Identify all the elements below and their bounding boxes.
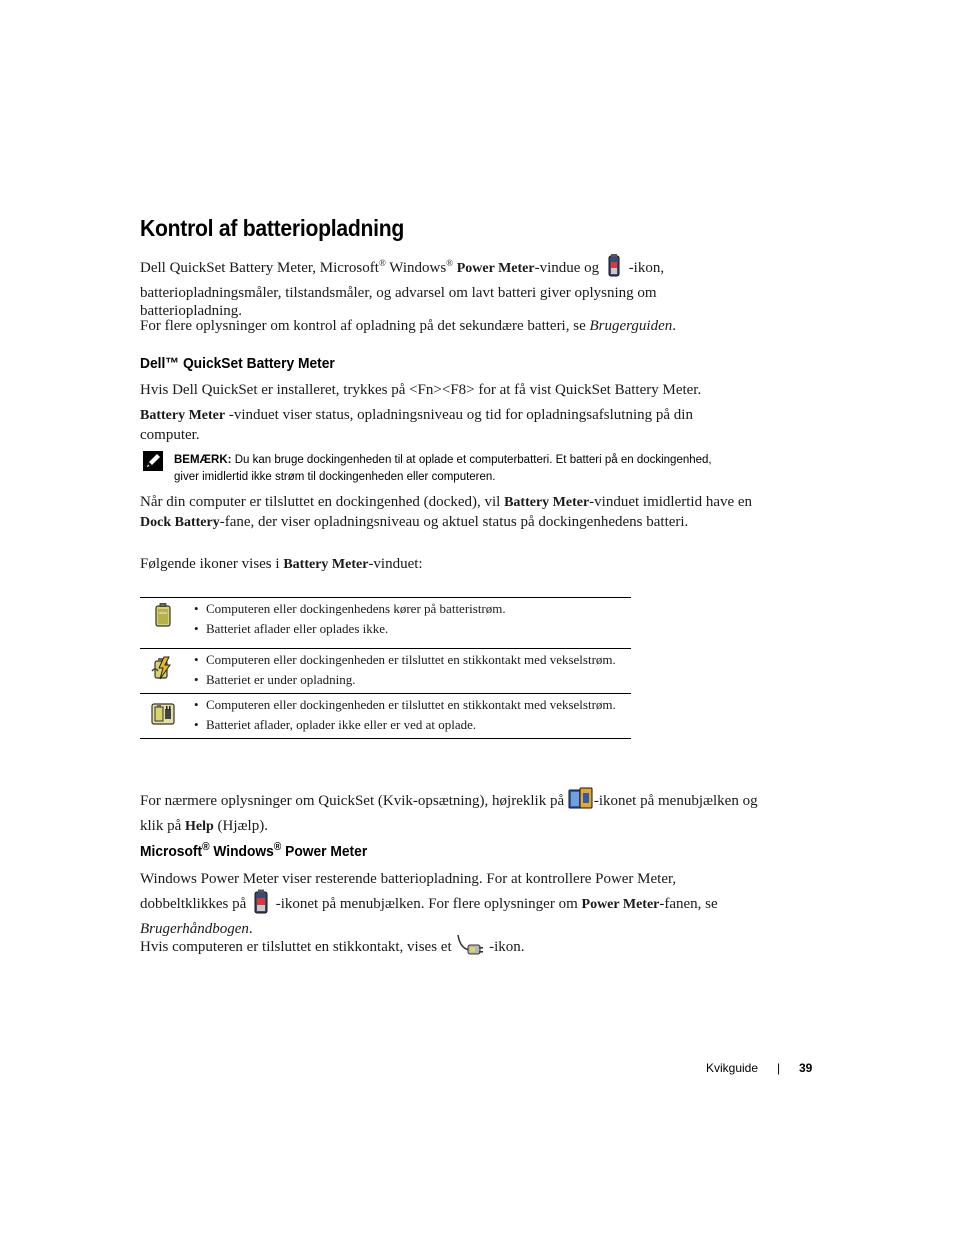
section-heading-quickset: Dell™ QuickSet Battery Meter — [140, 355, 335, 372]
section-heading-windows-power-meter: Microsoft® Windows® Power Meter — [140, 841, 368, 860]
table-row — [140, 694, 631, 739]
list-item: • Computeren eller dockingenheden er tilsluttet en stikkontakt med vekselstrøm. — [140, 651, 631, 668]
page-number: 39 — [799, 1061, 813, 1075]
power-meter-tray-icon — [250, 889, 272, 921]
note-label: BEMÆRK: — [174, 454, 232, 466]
table-row — [140, 649, 631, 694]
power-meter-paragraph-1: Windows Power Meter viser resterende batteriopladning. For at kontrollere Power Meter, dobbeltklikkes på -ikonet på menubjælken. For flere oplysninger om Power Meter-fanen, se Brugerhåndbogen. — [140, 871, 718, 937]
quickset-paragraph-2: Battery Meter -vinduet viser status, opladningsniveau og tid for opladningsafslutning på din computer. — [140, 407, 693, 443]
note-box — [174, 452, 714, 486]
ac-plug-icon — [455, 932, 485, 964]
power-meter-icon — [603, 254, 625, 284]
quickset-icon — [568, 787, 594, 817]
note-text: Du kan bruge dockingenheden til at oplade et computerbatteri. Et batteri på en dockingenhed, giver imidlertid ikke strøm til dockingenheden eller computeren. — [174, 454, 712, 483]
quickset-paragraph-1: Hvis Dell QuickSet er installeret, trykkes på <Fn><F8> for at få vist QuickSet Battery Meter. — [140, 382, 702, 398]
quickset-paragraph-4: Følgende ikoner vises i Battery Meter-vinduet: — [140, 556, 423, 572]
table-row — [140, 598, 631, 649]
footer-label: Kvikguide — [706, 1061, 759, 1075]
list-item: • Batteriet aflader, oplader ikke eller er ved at oplade. — [140, 716, 631, 733]
list-item: • Computeren eller dockingenhedens kører på batteristrøm. — [140, 600, 631, 617]
icon-table — [140, 597, 631, 739]
intro-paragraph-2: For flere oplysninger om kontrol af opladning på det sekundære batteri, se Brugerguiden. — [140, 318, 676, 334]
list-item: • Computeren eller dockingenheden er tilsluttet en stikkontakt med vekselstrøm. — [140, 696, 631, 713]
power-meter-paragraph-2: Hvis computeren er tilsluttet en stikkontakt, vises et -ikon. — [140, 932, 756, 964]
list-item: • Batteriet aflader eller oplades ikke. — [140, 620, 631, 637]
page-title: Kontrol af batteriopladning — [140, 215, 405, 241]
note-pencil-icon — [143, 451, 163, 471]
list-item: • Batteriet er under opladning. — [140, 671, 631, 688]
intro-paragraph-1: Dell QuickSet Battery Meter, Microsoft® Windows® Power Meter-vindue og -ikon, batteriopladningsmåler, tilstandsmåler, og advarsel om lavt batteri giver oplysning om batteriopladning. — [140, 254, 756, 321]
quickset-paragraph-5: For nærmere oplysninger om QuickSet (Kvik-opsætning), højreklik på -ikonet på menubjælken og klik på Help (Hjælp). — [140, 787, 760, 836]
quickset-paragraph-3: Når din computer er tilsluttet en dockingenhed (docked), vil Battery Meter-vinduet imidlertid have en Dock Battery-fane, der viser opladningsniveau og aktuel status på dockingenhedens batteri. — [140, 494, 753, 530]
footer-separator: | — [777, 1061, 781, 1075]
